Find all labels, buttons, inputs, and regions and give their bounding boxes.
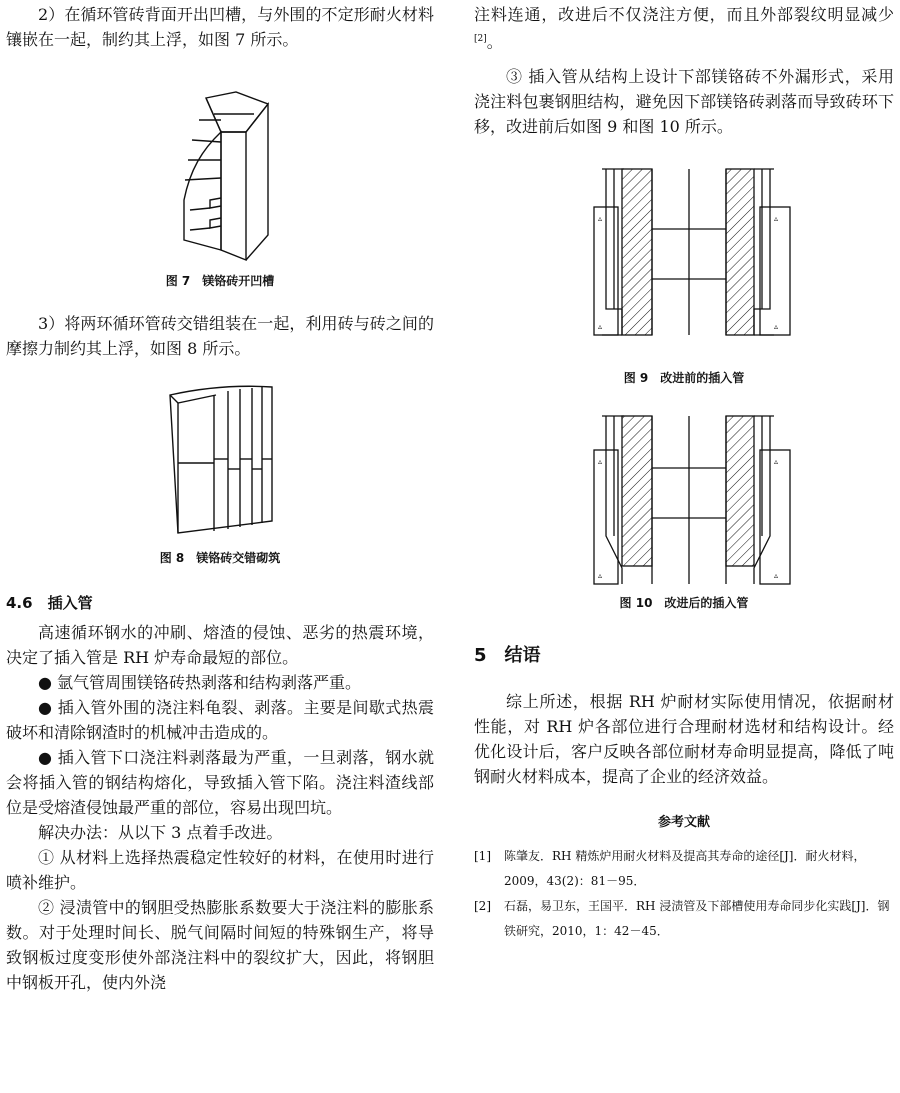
section-4-6-heading: 4.6 插入管 — [6, 594, 93, 612]
references-list — [474, 844, 894, 944]
concrete-mark: ▵ — [598, 571, 603, 581]
snorkel-before-drawing — [474, 159, 894, 367]
right-column — [474, 0, 894, 944]
figure-8-caption: 图 8 镁铬砖交错砌筑 — [159, 551, 281, 565]
concrete-mark: ▵ — [774, 571, 779, 581]
paragraph-continued-end: 。 — [486, 32, 503, 52]
figure-9 — [474, 159, 894, 367]
paragraph-continued — [474, 2, 894, 54]
figure-9-caption: 图 9 改进前的插入管 — [623, 371, 745, 386]
reference-number: [2] — [474, 899, 491, 914]
brick-groove-drawing — [6, 90, 434, 270]
reference-text: 石磊，易卫东，王国平．RH 浸渍管及下部槽使用寿命同步化实践[J]．钢铁研究，2010，1：42－45． — [504, 899, 890, 939]
left-column — [6, 0, 434, 995]
figure-7 — [6, 90, 434, 270]
section-5-heading: 5 结语 — [474, 645, 541, 667]
concrete-mark: ▵ — [774, 457, 779, 467]
paragraph-continued-text: 注料连通，改进后不仅浇注方便，而且外部裂纹明显减少 — [474, 5, 894, 24]
paragraph-solution-2: ② 浸渍管中的钢胆受热膨胀系数要大于浇注料的膨胀系数。对于处理时间长、脱气间隔时间短的特殊钢生产，将导致钢板过度变形使外部浇注料中的裂纹扩大，因此，将钢胆中钢板开孔，使内外浇 — [6, 898, 434, 992]
bullet-lower: ● 插入管下口浇注料剥落最为严重，一旦剥落，钢水就会将插入管的钢结构熔化，导致插入管下陷。浇注料渣线部位是受熔渣侵蚀最严重的部位，容易出现凹坑。 — [6, 748, 434, 817]
paragraph-solution-1: ① 从材料上选择热震稳定性较好的材料，在使用时进行喷补维护。 — [6, 848, 434, 892]
figure-10 — [474, 408, 894, 588]
reference-number: [1] — [474, 849, 491, 864]
reference-text: 陈肇友．RH 精炼炉用耐火材料及提高其寿命的途径[J]．耐火材料，2009，43(2)：81－95． — [504, 849, 866, 889]
concrete-mark: ▵ — [774, 322, 779, 332]
bullet-castable: ● 插入管外围的浇注料龟裂、剥落。主要是间歇式热震破坏和清除钢渣时的机械冲击造成的。 — [6, 698, 434, 742]
concrete-mark: ▵ — [598, 214, 603, 224]
reference-item — [474, 894, 894, 944]
paragraph-solution: 解决办法：从以下 3 点着手改进。 — [38, 823, 283, 842]
reference-item — [474, 844, 894, 894]
concrete-mark: ▵ — [598, 457, 603, 467]
paragraph-conclusion: 综上所述，根据 RH 炉耐材实际使用情况，依据耐材性能，对 RH 炉各部位进行合理耐材选材和结构设计。经优化设计后，客户反映各部位耐材寿命明显提高，降低了吨钢耐火材料成本，提高了企业的经济效益。 — [474, 692, 894, 787]
brick-stagger-drawing — [6, 383, 434, 535]
paragraph-structure: ③ 插入管从结构上设计下部镁铬砖不外漏形式，采用浇注料包裹钢胆结构，避免因下部镁铬砖剥落而导致砖环下移，改进前后如图 9 和图 10 所示。 — [474, 67, 894, 137]
figure-10-caption: 图 10 改进后的插入管 — [619, 596, 749, 611]
paragraph-stagger: 3）将两环循环管砖交错组装在一起，利用砖与砖之间的摩擦力制约其上浮，如图 8 所示。 — [6, 314, 434, 358]
concrete-mark: ▵ — [774, 214, 779, 224]
bullet-argon: ● 氩气管周围镁铬砖热剥落和结构剥落严重。 — [38, 673, 362, 692]
figure-7-caption: 图 7 镁铬砖开凹槽 — [165, 274, 275, 288]
references-heading: 参考文献 — [657, 815, 710, 831]
snorkel-after-drawing — [474, 408, 894, 588]
citation-2: [2] — [474, 34, 487, 44]
paragraph-intro: 高速循环钢水的冲刷、熔渣的侵蚀、恶劣的热震环境，决定了插入管是 RH 炉寿命最短的部位。 — [6, 623, 434, 667]
concrete-mark: ▵ — [598, 322, 603, 332]
figure-8 — [6, 383, 434, 535]
paragraph-groove: 2）在循环管砖背面开出凹槽，与外围的不定形耐火材料镶嵌在一起，制约其上浮，如图 7 所示。 — [6, 5, 434, 49]
